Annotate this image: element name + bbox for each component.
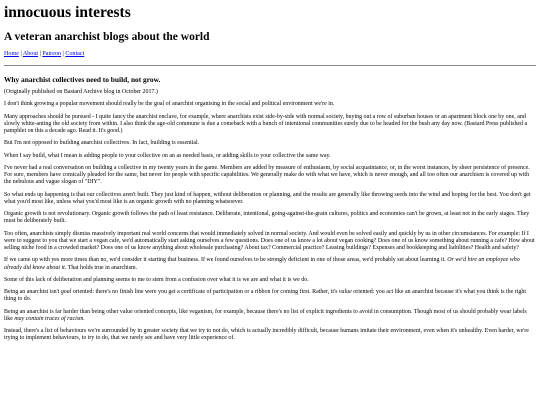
post-paragraph: Organic growth is not revolutionary. Organic growth follows the path of least resistance. Deliberate, intentional, going-against-the-grain cultures, politics and economies can't be grown, at least not in the early stages. They must be deliberately built.	[4, 211, 530, 225]
nav-link-patreon[interactable]: Patreon	[42, 51, 62, 58]
post-paragraph: Many approaches should be pursued - I quite fancy the anarchist enclave, for example, where anarchists exist side-by-side with normal society, buying out a row of suburban houses or an apartment block one by one, and slowly white-anting the old society from within. I also think the age-old commune is due a comeback with a bunch of intentional communities surely due to be headed for the bush any day now. (Bastard Press published a pamphlet on this a decade ago. Read it. It's good.)	[4, 113, 528, 135]
post-paragraph	[4, 289, 536, 304]
nav-separator: |	[20, 51, 22, 58]
nav-bar	[4, 51, 536, 59]
paragraph-text: Being an anarchist isn't	[4, 289, 60, 296]
post-paragraph	[4, 257, 536, 272]
emphasis-text: Or we'd hire an employee who already did know about it.	[4, 257, 520, 271]
post-paragraph: Too often, anarchists simply dismiss massively important real world concerns that would immediately solved in normal society. And would even be solved easily and quickly by us in other circumstances. For example: If I were to suggest to you that we start a vegan cafe, we'd automatically start asking ourselves a few questions. Does one of us know a lot about vegan cooking? Does one of us know something about running a cafe? How about selling niche food in a crowded market? Does one of us know anything about wholesale purchasing? About tax? Commercial practice? Leasing buildings? Expenses and bookkeeping and liabilities? Health and safety?	[4, 230, 535, 252]
paragraph-text: oriented: there's no finish line were you get a certificate of participation or a ribbon for coming first. Rather, it's	[72, 289, 338, 296]
paragraph-text: oriented: you act like an anarchist because it's what you think is the right thing to do.	[4, 289, 526, 303]
paragraph-text: That holds true in anarchism.	[67, 264, 138, 271]
nav-link-about[interactable]: About	[22, 51, 39, 58]
nav-separator: |	[62, 51, 64, 58]
post-paragraph: I don't think growing a popular movement should really be the goal of anarchist organising in the social and political environment we're in.	[4, 101, 335, 108]
post-title: Why anarchist collectives need to build, not grow.	[4, 75, 161, 85]
post-paragraph: When I say build, what I mean is adding people to your collective on an as needed basis, or adding skills to your collective the same way.	[4, 152, 331, 159]
emphasis-text: may contain traces of racism.	[14, 315, 85, 322]
site-title: innocuous interests	[4, 4, 131, 21]
paragraph-text: Being an anarchist is far harder than being other value oriented concepts, like veganism, for example, because there's no list of explicit ingredients to avoid in consumption. Though most of us should probably wear labels like	[4, 308, 527, 322]
post-paragraph	[4, 309, 536, 324]
paragraph-text: If we came up with yes more times than no, we'd consider it starting that business. If we found ourselves to be strongly deficient in one of those areas, we'd probably set about learning it.	[4, 257, 446, 264]
header-divider	[4, 65, 536, 66]
nav-link-contact[interactable]: Contact	[65, 51, 85, 58]
emphasis-text: value	[338, 289, 352, 296]
post-paragraph: (Originally published on Bastard Archive blog in October 2017.)	[4, 89, 158, 96]
post-paragraph: So what ends up happening is that our collectives aren't built. They just kind of happen, without deliberation or planning, and the results are generally like throwing seeds into the wind and hoping for the best. You don't get what you'd most like, unless what you'd most like is an organic growth with no planning whatsoever.	[4, 191, 531, 205]
nav-link-home[interactable]: Home	[4, 51, 19, 58]
emphasis-text: goal	[60, 289, 72, 296]
post-paragraph: Instead, there's a list of behaviours we're surrounded by in greater society that we try to not do, which is actually incredibly difficult, because humans imitate their environment, even when it's unhealthy. Even harder, we're trying to implement behaviours, to try to do, that we rarely see and have very little experience of.	[4, 328, 529, 342]
post-paragraph: Some of this lack of deliberation and planning seems to me to stem from a confusion over what it is we are and what it is we do.	[4, 276, 309, 283]
nav-separator: |	[39, 51, 41, 58]
post-paragraph: I've never had a real conversation on building a collective in my twenty years in the game. Members are added by measure of enthusiasm, by social acquaintance, or, in the worst instances, by sheer persistence of presence. For sure, members have comically pleaded for the same, but never for people with specific capabilities. We generally make do with what we have, which is never enough, and all too often our anarchism is covered up with the nebulous and vague slogan of "DIY".	[4, 164, 530, 186]
post-paragraph: But I'm not opposed to building anarchist collectives. In fact, building is essential.	[4, 140, 200, 147]
site-subtitle: A veteran anarchist blogs about the world	[4, 30, 210, 43]
